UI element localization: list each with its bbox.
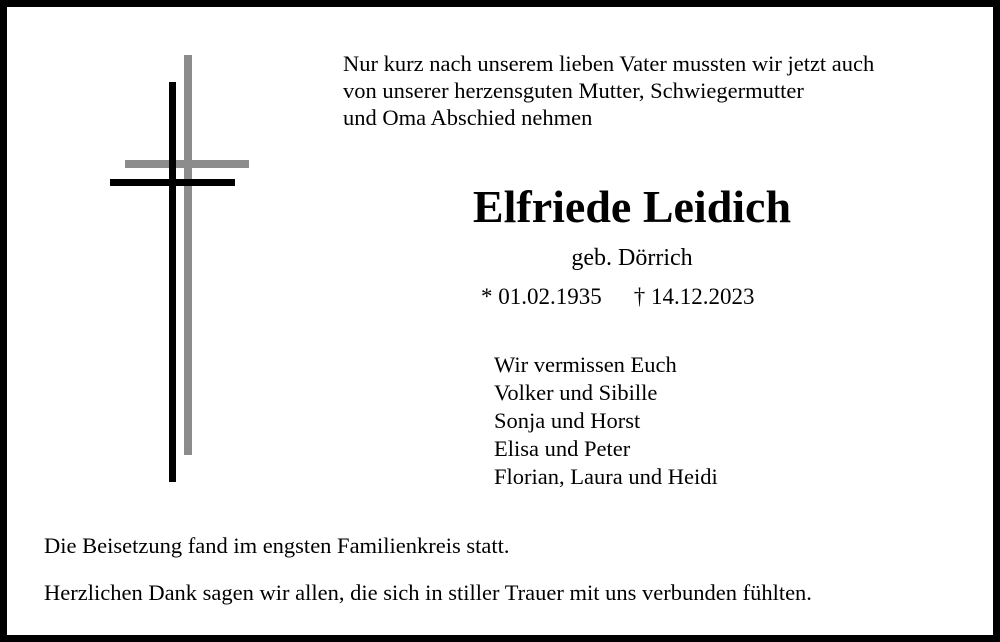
intro-text: Nur kurz nach unserem lieben Vater mussten wir jetzt auch von unserer herzensguten Mutter, Schwiegermutter und Oma Abschied nehmen bbox=[343, 51, 875, 130]
death-date: † 14.12.2023 bbox=[633, 284, 755, 309]
mourners-list bbox=[494, 351, 718, 491]
mourners-line: Wir vermissen Euch bbox=[494, 352, 677, 377]
mourners-line: Elisa und Peter bbox=[494, 436, 631, 461]
maiden-name: geb. Dörrich bbox=[571, 245, 693, 271]
double-cross-icon bbox=[107, 52, 257, 487]
burial-note: Die Beisetzung fand im engsten Familienkreis statt. bbox=[44, 533, 510, 558]
cross-front-horizontal-bar bbox=[110, 179, 235, 186]
cross-back-vertical-bar bbox=[184, 55, 192, 455]
birth-date: * 01.02.1935 bbox=[481, 284, 602, 309]
mourners-line: Sonja und Horst bbox=[494, 408, 641, 433]
cross-front-vertical-bar bbox=[169, 82, 176, 482]
mourners-line: Florian, Laura und Heidi bbox=[494, 464, 718, 489]
cross-back-horizontal-bar bbox=[125, 160, 249, 168]
mourners-line: Volker und Sibille bbox=[494, 380, 658, 405]
deceased-name: Elfriede Leidich bbox=[472, 181, 792, 232]
thanks-note: Herzlichen Dank sagen wir allen, die sich in stiller Trauer mit uns verbunden fühlten. bbox=[44, 580, 812, 605]
life-dates bbox=[481, 282, 755, 312]
